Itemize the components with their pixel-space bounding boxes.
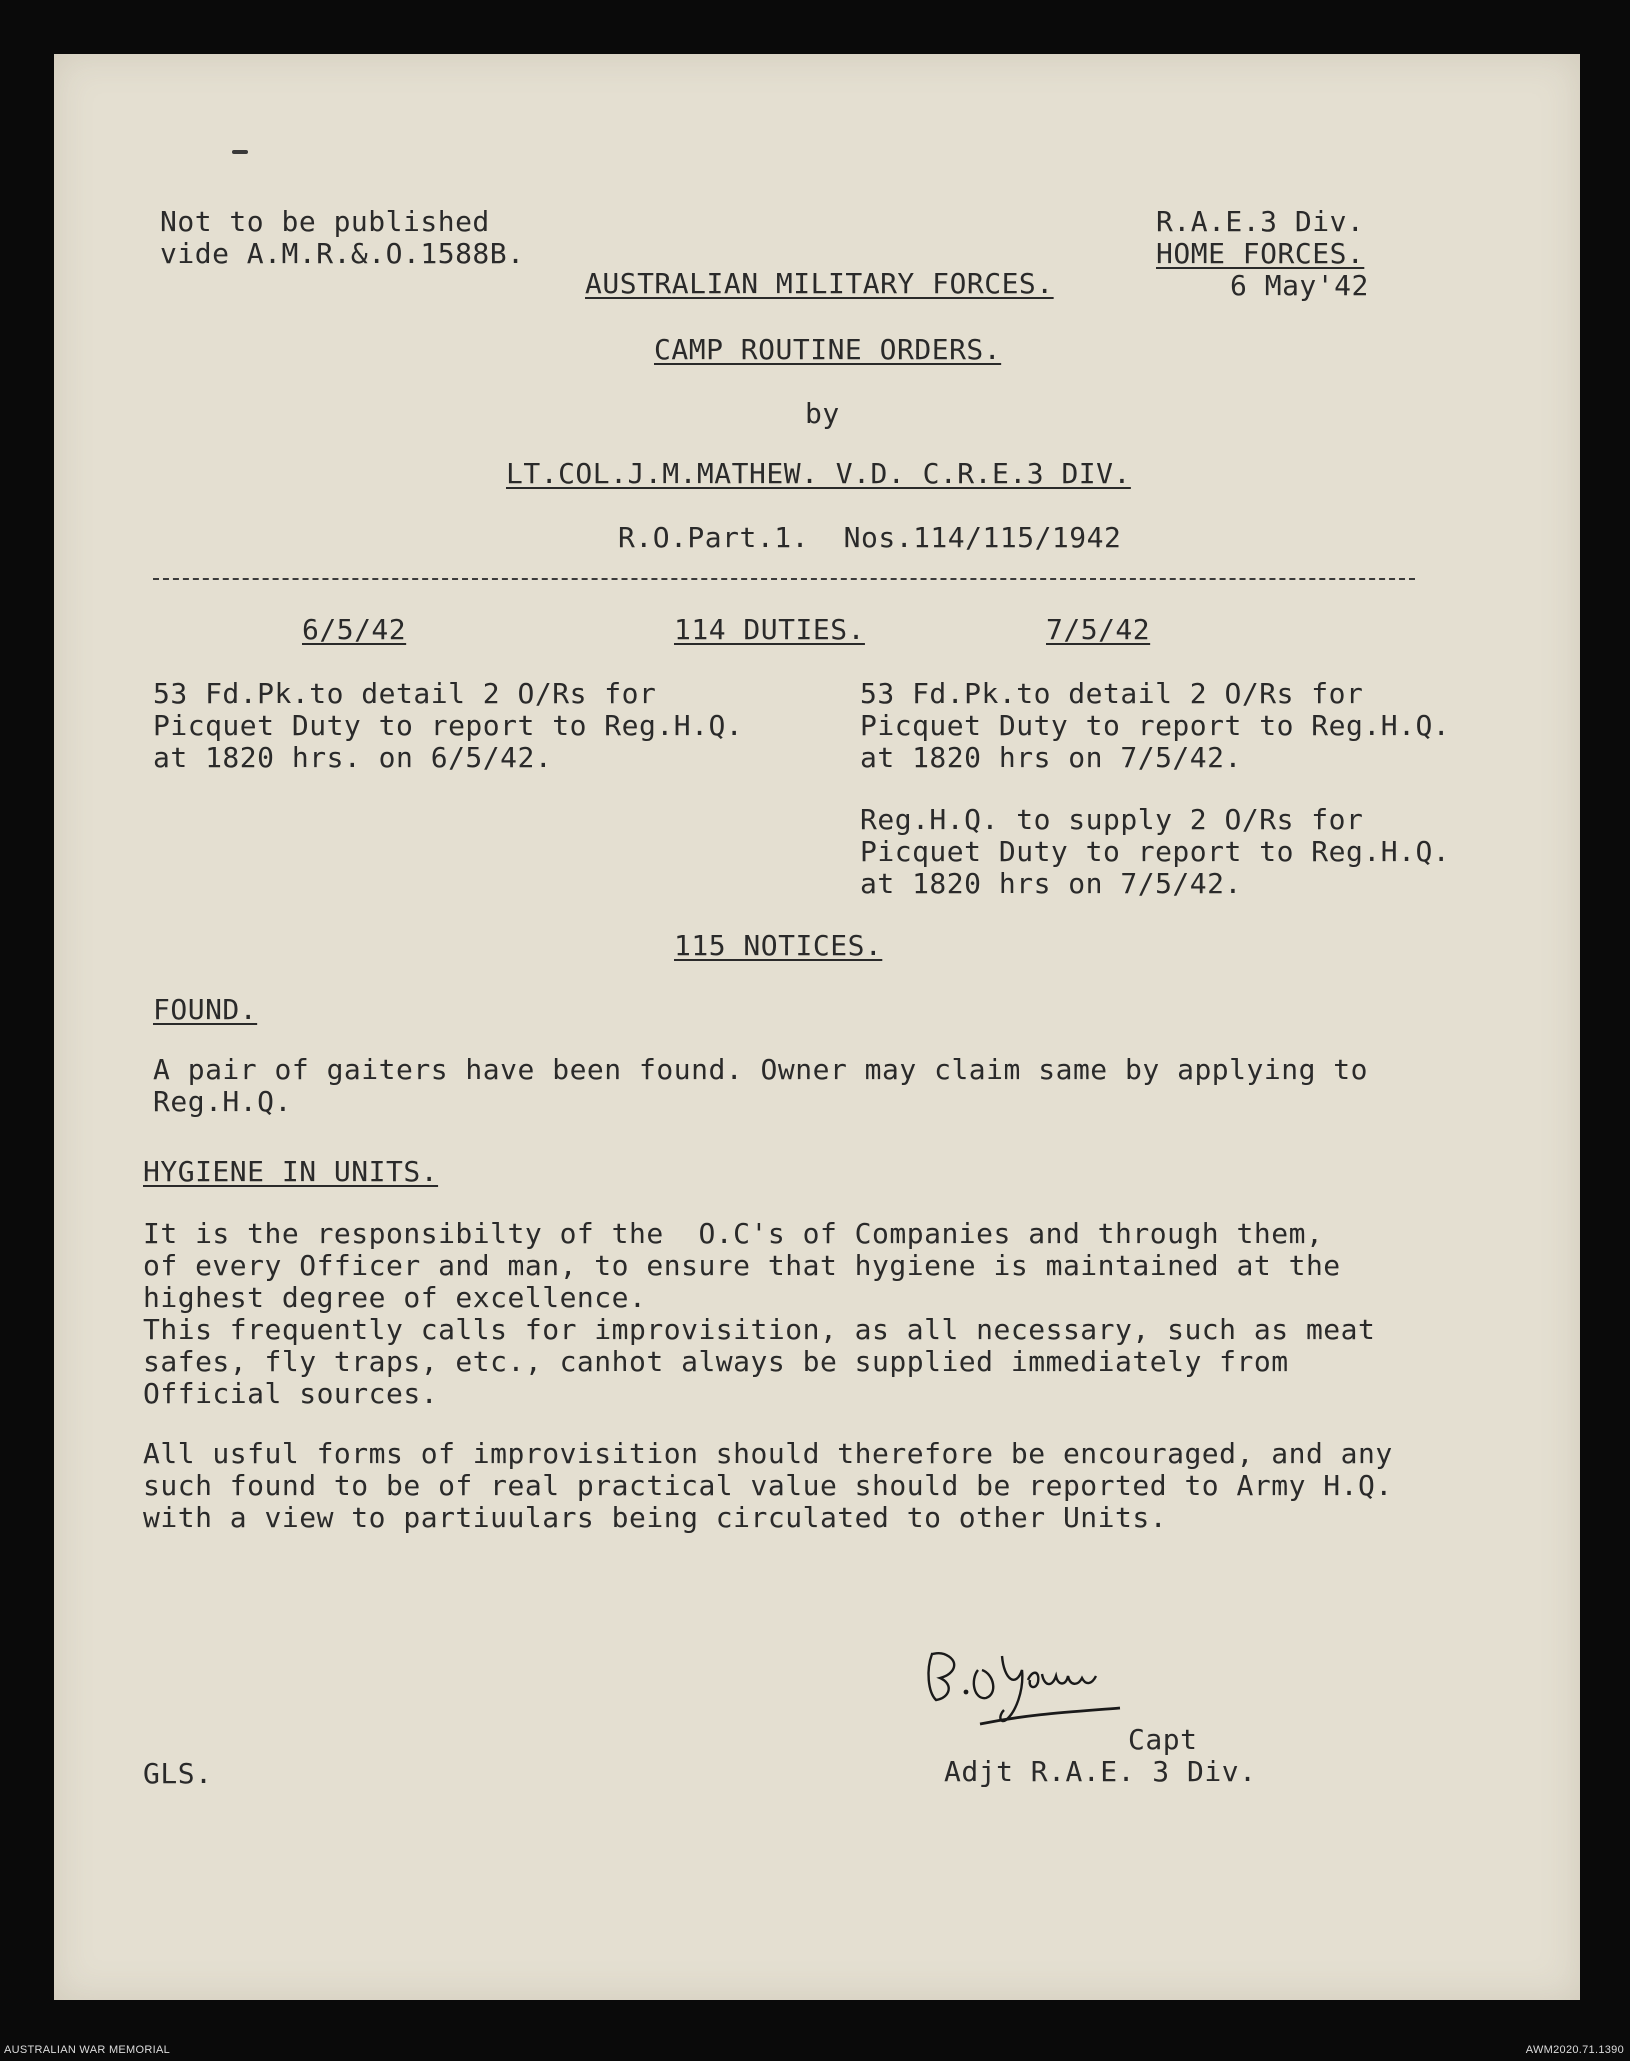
header-date: 6 May'42: [1230, 269, 1369, 302]
signoff-title: Adjt R.A.E. 3 Div.: [944, 1755, 1257, 1788]
duties-right2-line3: at 1820 hrs on 7/5/42.: [860, 867, 1242, 900]
hygiene-heading: HYGIENE IN UNITS.: [143, 1155, 439, 1188]
duties-right2-line2: Picquet Duty to report to Reg.H.Q.: [860, 835, 1451, 868]
header-right-line1: R.A.E.3 Div.: [1156, 205, 1365, 238]
handwritten-signature: [920, 1640, 1160, 1730]
signoff-initials: GLS.: [143, 1757, 213, 1790]
found-line2: Reg.H.Q.: [153, 1085, 292, 1118]
hygiene-p2-line3: with a view to partiuulars being circulated to other Units.: [143, 1501, 1168, 1534]
footer-archive-label: AUSTRALIAN WAR MEMORIAL: [4, 2044, 171, 2056]
signoff-rank: Capt: [1128, 1723, 1198, 1756]
paper-mark: [232, 150, 248, 154]
title-orders: CAMP ROUTINE ORDERS.: [654, 333, 1002, 366]
hygiene-p1-line3: highest degree of excellence.: [143, 1281, 647, 1314]
title-ref: R.O.Part.1. Nos.114/115/1942: [618, 521, 1122, 554]
header-right-line2: HOME FORCES.: [1156, 237, 1365, 270]
hygiene-p1-line5: safes, fly traps, etc., canhot always be supplied immediately from: [143, 1345, 1289, 1378]
duties-date-left: 6/5/42: [302, 613, 407, 646]
duties-right-line1: 53 Fd.Pk.to detail 2 O/Rs for: [860, 677, 1364, 710]
hygiene-p1-line6: Official sources.: [143, 1377, 439, 1410]
footer-accession-number: AWM2020.71.1390: [1525, 2044, 1624, 2056]
duties-left-line2: Picquet Duty to report to Reg.H.Q.: [153, 709, 744, 742]
duties-right-line3: at 1820 hrs on 7/5/42.: [860, 741, 1242, 774]
duties-heading: 114 DUTIES.: [674, 613, 865, 646]
hygiene-p1-line1: It is the responsibilty of the O.C's of Companies and through them,: [143, 1217, 1324, 1250]
hygiene-p1-line4: This frequently calls for improvisition, as all necessary, such as meat: [143, 1313, 1376, 1346]
duties-right-line2: Picquet Duty to report to Reg.H.Q.: [860, 709, 1451, 742]
header-left-line2: vide A.M.R.&.O.1588B.: [160, 237, 525, 270]
duties-left-line1: 53 Fd.Pk.to detail 2 O/Rs for: [153, 677, 657, 710]
found-heading: FOUND.: [153, 993, 258, 1026]
divider-rule: [153, 578, 1415, 580]
title-by: by: [805, 397, 840, 430]
duties-date-right: 7/5/42: [1046, 613, 1151, 646]
duties-left-line3: at 1820 hrs. on 6/5/42.: [153, 741, 553, 774]
title-org: AUSTRALIAN MILITARY FORCES.: [585, 267, 1054, 300]
header-left-line1: Not to be published: [160, 205, 490, 238]
duties-right2-line1: Reg.H.Q. to supply 2 O/Rs for: [860, 803, 1364, 836]
hygiene-p2-line1: All usful forms of improvisition should therefore be encouraged, and any: [143, 1437, 1393, 1470]
hygiene-p1-line2: of every Officer and man, to ensure that hygiene is maintained at the: [143, 1249, 1341, 1282]
title-officer: LT.COL.J.M.MATHEW. V.D. C.R.E.3 DIV.: [506, 457, 1131, 490]
found-line1: A pair of gaiters have been found. Owner may claim same by applying to: [153, 1053, 1369, 1086]
hygiene-p2-line2: such found to be of real practical value should be reported to Army H.Q.: [143, 1469, 1393, 1502]
notices-heading: 115 NOTICES.: [674, 929, 883, 962]
